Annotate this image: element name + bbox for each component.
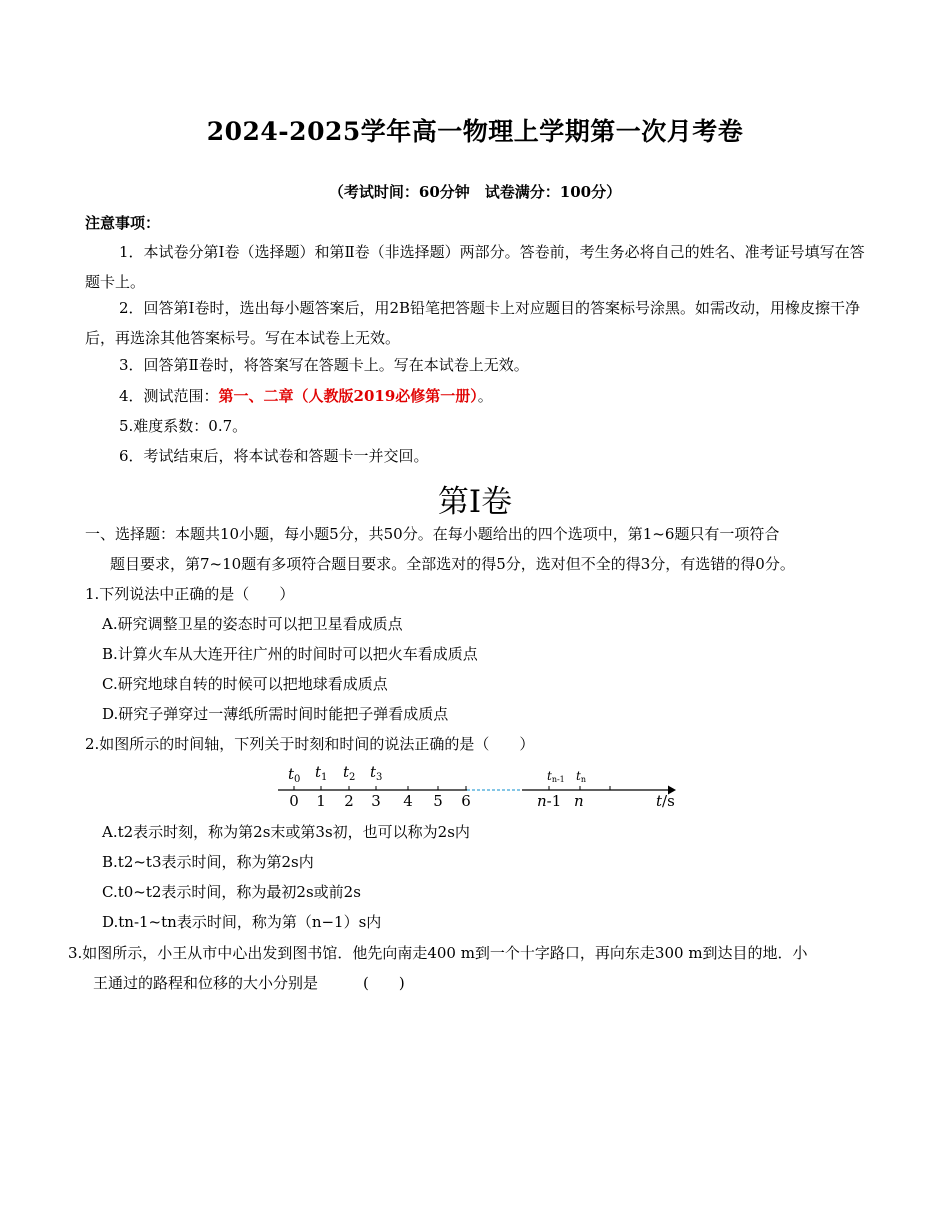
part1-instructions [85, 519, 875, 579]
label-t2: $t_2$ [343, 763, 356, 783]
num-4: 4 [403, 792, 413, 810]
notice-item-4-prefix: 4．测试范围： [119, 387, 219, 405]
label-n: n [574, 792, 584, 810]
num-0: 0 [289, 792, 299, 810]
exam-title: 2024-2025学年高一物理上学期第一次月考卷 [206, 117, 744, 146]
q2-option-d: D.tn-1~tn表示时间，称为第（n−1）s内 [102, 913, 382, 931]
notice-item-2: 2．回答第Ⅰ卷时，选出每小题答案后，用2B铅笔把答题卡上对应题目的答案标号涂黑。如需改动，用橡皮擦干净后，再选涂其他答案标号。写在本试卷上无效。 [85, 299, 861, 347]
part1-line-2: 题目要求，第7~10题有多项符合题目要求。全部选对的得5分，选对但不全的得3分，有选错的得0分。 [110, 555, 795, 573]
notice-item-6: 6．考试结束后，将本试卷和答题卡一并交回。 [119, 447, 429, 465]
q1-option-b: B.计算火车从大连开往广州的时间时可以把火车看成质点 [102, 645, 478, 663]
q3-line-2: 王通过的路程和位移的大小分别是 ( ) [93, 974, 405, 992]
label-n-1: n-1 [537, 792, 562, 810]
label-tn: tn [576, 769, 586, 784]
section-title: 第Ⅰ卷 [437, 484, 513, 520]
label-t0: $t_0$ [288, 765, 301, 785]
exam-subtitle: （考试时间：60分钟 试卷满分：100分） [328, 183, 622, 201]
label-t1: $t_1$ [315, 763, 328, 783]
q1-stem: 1.下列说法中正确的是（ ） [85, 585, 295, 603]
q3-stem [68, 938, 878, 998]
timeline-figure [270, 760, 690, 812]
q1-option-c: C.研究地球自转的时候可以把地球看成质点 [102, 675, 388, 693]
notice-item-3: 3．回答第Ⅱ卷时，将答案写在答题卡上。写在本试卷上无效。 [119, 356, 529, 374]
q3-line-1: 3.如图所示，小王从市中心出发到图书馆．他先向南走400 m到一个十字路口，再向东走300 m到达目的地．小 [68, 944, 808, 962]
test-range: 第一、二章（人教版2019必修第一册） [218, 387, 478, 405]
notice-item-4 [85, 381, 865, 411]
axis-label: t/s [656, 792, 675, 810]
q2-stem: 2.如图所示的时间轴，下列关于时刻和时间的说法正确的是（ ） [85, 735, 535, 753]
notice-heading: 注意事项： [85, 214, 161, 232]
num-5: 5 [433, 792, 443, 810]
q2-option-c: C.t0~t2表示时间，称为最初2s或前2s [102, 883, 361, 901]
num-2: 2 [344, 792, 354, 810]
q1-option-a: A.研究调整卫星的姿态时可以把卫星看成质点 [102, 615, 403, 633]
num-6: 6 [461, 792, 471, 810]
q1-option-d: D.研究子弹穿过一薄纸所需时间时能把子弹看成质点 [102, 705, 449, 723]
notice-item-4-suffix: 。 [477, 387, 493, 405]
label-tn-1: tn-1 [547, 769, 565, 784]
notice-item-1: 1．本试卷分第Ⅰ卷（选择题）和第Ⅱ卷（非选择题）两部分。答卷前，考生务必将自己的姓名、准考证号填写在答题卡上。 [85, 243, 865, 291]
part1-line-1: 一、选择题：本题共10小题，每小题5分，共50分。在每小题给出的四个选项中，第1~6题只有一项符合 [85, 525, 780, 543]
num-1: 1 [316, 792, 326, 810]
num-3: 3 [371, 792, 381, 810]
notice-item-5: 5.难度系数：0.7。 [119, 417, 248, 435]
label-t3: $t_3$ [370, 763, 383, 783]
q2-option-b: B.t2~t3表示时间，称为第2s内 [102, 853, 314, 871]
q2-option-a: A.t2表示时刻，称为第2s末或第3s初，也可以称为2s内 [102, 823, 470, 841]
